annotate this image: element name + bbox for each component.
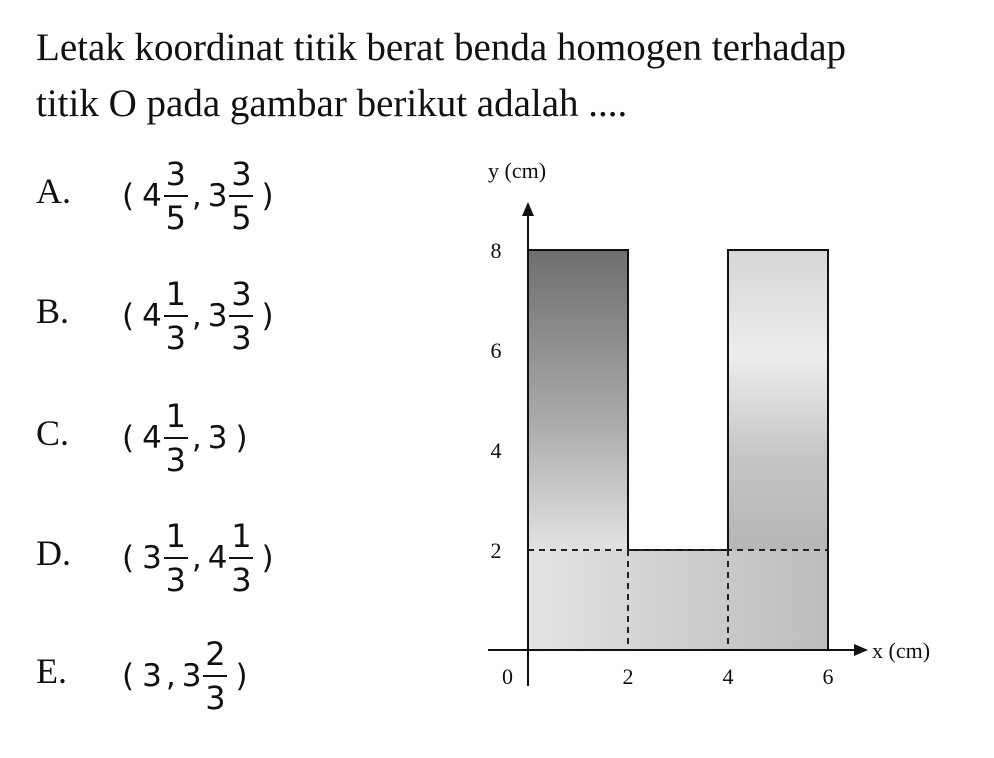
y-denominator: 3 [231,319,252,357]
left-column-fill [528,250,628,550]
x-fraction [164,397,188,479]
x-denominator: 3 [165,561,187,599]
option-letter: D. [36,533,71,573]
open-paren: ( [122,540,135,576]
y-whole: 3 [207,298,228,334]
y-tick-label: 2 [490,538,502,563]
comma: , [191,298,202,334]
y-whole: 3 [207,178,228,214]
x-numerator: 1 [165,275,187,313]
y-axis-label: y (cm) [488,158,547,183]
option-coordinate [116,388,254,488]
x-tick-label: 6 [822,664,834,689]
y-whole: 4 [207,540,228,576]
open-paren: ( [122,298,135,334]
x-fraction [164,155,188,237]
close-paren: ) [235,420,248,456]
question-line-1: Letak koordinat titik berat benda homogen terhadap [36,26,847,69]
fraction-bar [164,195,188,197]
fraction-bar [229,315,253,317]
fraction-bar [203,675,227,677]
u-shape-figure [470,140,980,700]
option-b[interactable] [36,266,466,376]
fraction-bar [229,557,253,559]
y-denominator: 3 [231,561,252,599]
y-denominator: 5 [231,199,252,237]
close-paren: ) [235,658,248,694]
option-letter: A. [36,171,71,211]
open-paren: ( [122,420,135,456]
x-tick-label: 2 [622,664,634,689]
question-text [36,20,976,132]
option-letter: B. [36,291,70,331]
x-denominator: 3 [165,441,187,479]
bottom-strip-fill [528,550,828,650]
close-paren: ) [261,178,274,214]
x-fraction [164,517,188,599]
option-letter: E. [36,651,67,691]
y-numerator: 1 [231,517,252,555]
right-column-fill [728,250,828,550]
comma: , [191,178,202,214]
option-letter: C. [36,413,70,453]
x-tick-label: 4 [722,664,734,689]
fraction-bar [164,315,188,317]
option-c[interactable] [36,388,466,498]
option-coordinate [116,266,280,366]
open-paren: ( [122,178,135,214]
x-denominator: 5 [165,199,187,237]
x-axis-label: x (cm) [872,638,931,663]
x-value: 3 [142,658,162,694]
close-paren: ) [261,540,274,576]
fraction-bar [229,195,253,197]
x-whole: 4 [142,420,162,456]
y-fraction [229,517,253,599]
fraction-bar [164,437,188,439]
option-coordinate [116,146,280,246]
x-denominator: 3 [165,319,187,357]
y-denominator: 3 [205,679,226,717]
origin-label: 0 [502,664,513,689]
option-d[interactable] [36,508,466,618]
y-numerator: 2 [205,635,226,673]
x-numerator: 3 [165,155,187,193]
y-numerator: 3 [231,155,252,193]
x-whole: 3 [142,540,162,576]
x-numerator: 1 [165,397,187,435]
x-fraction [164,275,188,357]
option-coordinate [116,508,280,608]
y-tick-label: 8 [490,238,502,263]
x-numerator: 1 [165,517,187,555]
x-whole: 4 [142,178,162,214]
comma: , [191,420,202,456]
y-numerator: 3 [231,275,252,313]
y-fraction [203,635,227,717]
y-axis-arrow-icon [522,202,534,216]
y-whole: 3 [181,658,202,694]
fraction-bar [164,557,188,559]
y-value: 3 [207,420,228,456]
x-whole: 4 [142,298,162,334]
y-tick-label: 6 [490,338,502,363]
y-fraction [229,155,253,237]
option-coordinate [116,626,254,726]
comma: , [165,658,176,694]
close-paren: ) [261,298,274,334]
option-a[interactable] [36,146,466,256]
open-paren: ( [122,658,135,694]
x-axis-arrow-icon [854,644,868,656]
question-line-2: titik O pada gambar berikut adalah .... [36,82,628,125]
option-e[interactable] [36,626,466,736]
y-tick-label: 4 [490,438,502,463]
y-fraction [229,275,253,357]
comma: , [191,540,202,576]
